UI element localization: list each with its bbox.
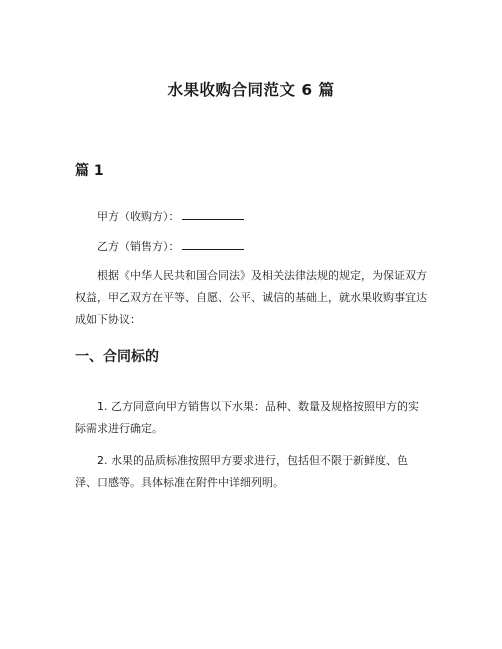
clause-heading-contract-subject: 一、合同标的 xyxy=(75,349,159,365)
intro-paragraph: 根据《中华人民共和国合同法》及相关法律法规的规定，为保证双方权益，甲乙双方在平等、自愿、公平、诚信的基础上，就水果收购事宜达成如下协议： xyxy=(75,269,427,326)
document-title: 水果收购合同范文 6 篇 xyxy=(167,81,335,99)
party-a-blank-field xyxy=(182,208,244,220)
party-b-line xyxy=(75,236,427,258)
clause-1-paragraph: 1. 乙方同意向甲方销售以下水果：品种、数量及规格按照甲方的实际需求进行确定。 xyxy=(75,400,419,435)
party-a-line xyxy=(75,206,427,228)
party-b-label: 乙方（销售方）： xyxy=(97,240,180,253)
clause-2-paragraph: 2. 水果的品质标准按照甲方要求进行，包括但不限于新鲜度、色泽、口感等。具体标准在附件中详细列明。 xyxy=(75,454,408,489)
party-b-blank-field xyxy=(182,238,244,250)
section-heading-part-1: 篇 1 xyxy=(75,163,104,179)
party-a-label: 甲方（收购方）： xyxy=(97,210,180,223)
